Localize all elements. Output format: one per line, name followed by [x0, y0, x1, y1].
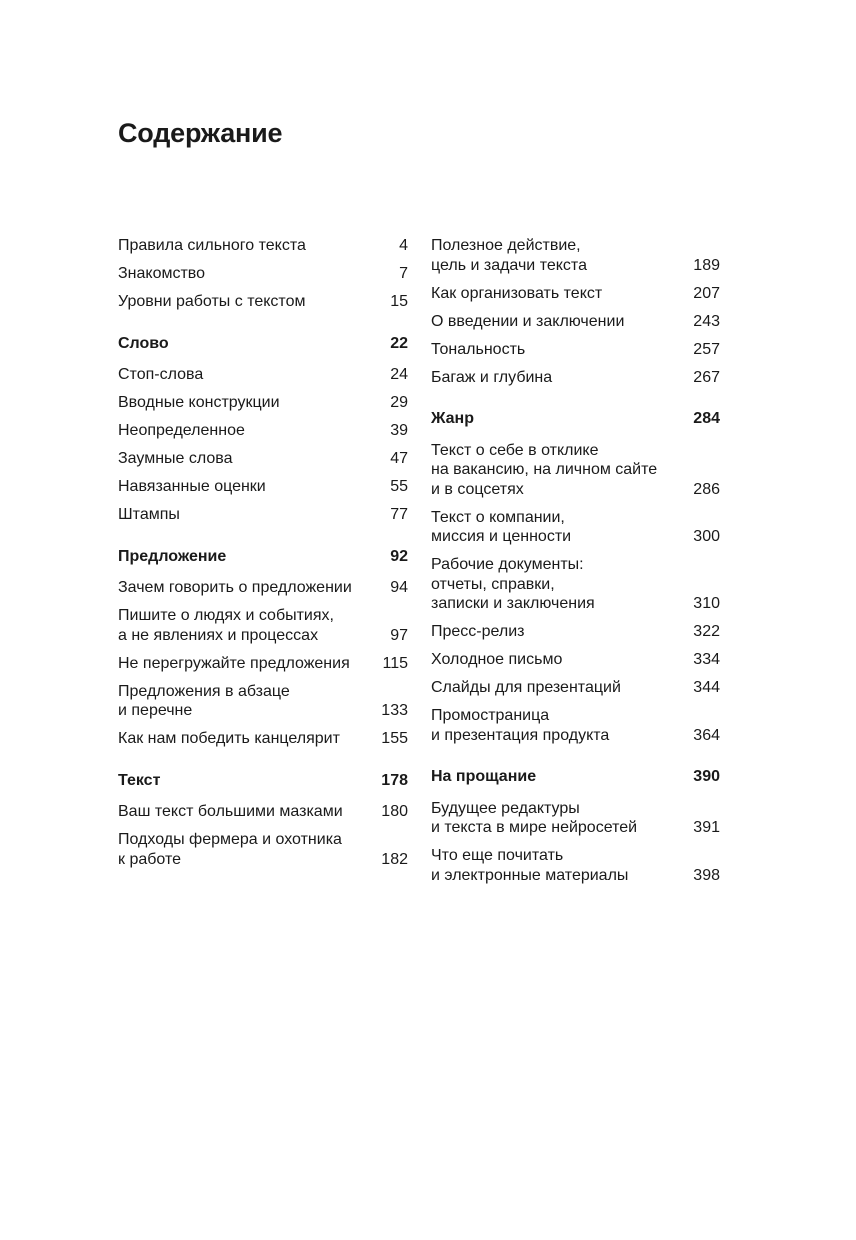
toc-page-number: 334	[693, 651, 720, 668]
toc-entry-title: Ваш текст большими мазками	[118, 803, 343, 820]
toc-page-number: 24	[390, 366, 408, 383]
toc-section[interactable]	[431, 409, 720, 429]
toc-entry-title: Уровни работы с текстом	[118, 293, 306, 310]
toc-entry-title: Стоп-слова	[118, 366, 204, 383]
toc-page-number: 398	[693, 866, 720, 884]
toc-entry[interactable]	[118, 682, 408, 721]
toc-entry-title: Зачем говорить о предложении	[118, 579, 352, 596]
toc-page-number: 391	[693, 819, 720, 836]
toc-entry[interactable]	[431, 508, 720, 547]
toc-page-number: 257	[693, 340, 720, 358]
toc-entry-title: Заумные слова	[118, 450, 233, 467]
toc-entry-title: Что еще почитать и электронные материалы	[431, 847, 629, 884]
toc-entry[interactable]	[431, 650, 720, 670]
toc-entry-title: Пресс-релиз	[431, 623, 525, 640]
toc-entry[interactable]	[431, 622, 720, 642]
toc-entry-title: Холодное письмо	[431, 651, 563, 668]
toc-entry[interactable]	[431, 678, 720, 698]
page-title: Содержание	[118, 118, 283, 148]
toc-page-number: 178	[381, 771, 408, 789]
toc-page-number: 300	[693, 528, 720, 545]
toc-entry[interactable]	[118, 449, 408, 469]
toc-entry[interactable]	[118, 505, 408, 525]
toc-page-number: 322	[693, 623, 720, 640]
toc-entry-title: Текст о компании, миссия и ценности	[431, 508, 572, 545]
toc-entry[interactable]	[118, 729, 408, 749]
toc-column-left	[118, 236, 408, 878]
toc-entry[interactable]	[431, 846, 720, 885]
toc-entry-title: Штампы	[118, 506, 180, 523]
toc-entry-title: Вводные конструкции	[118, 394, 280, 411]
toc-entry-title: Правила сильного текста	[118, 237, 306, 254]
toc-section[interactable]	[118, 547, 408, 567]
toc-entry[interactable]	[431, 799, 720, 838]
toc-entry[interactable]	[118, 264, 408, 284]
toc-section-title: На прощание	[431, 768, 537, 785]
toc-section-title: Слово	[118, 334, 169, 352]
toc-entry-title: Полезное действие, цель и задачи текста	[431, 237, 587, 274]
toc-entry[interactable]	[118, 578, 408, 598]
toc-entry[interactable]	[431, 236, 720, 275]
toc-page-number: 243	[693, 312, 720, 330]
toc-entry[interactable]	[431, 284, 720, 304]
toc-entry[interactable]	[118, 421, 408, 441]
toc-page-number: 94	[390, 579, 408, 596]
toc-entry[interactable]	[118, 654, 408, 674]
toc-page-number: 55	[390, 478, 408, 495]
toc-entry-title: Как организовать текст	[431, 284, 603, 302]
toc-page-number: 267	[693, 368, 720, 386]
toc-entry-title: Знакомство	[118, 265, 206, 282]
toc-entry-title: Не перегружайте предложения	[118, 654, 350, 672]
toc-page-number: 39	[390, 422, 408, 439]
toc-page-number: 155	[381, 730, 408, 747]
toc-entry[interactable]	[118, 393, 408, 413]
toc-section-title: Текст	[118, 771, 161, 789]
toc-page-number: 344	[693, 679, 720, 696]
toc-entry[interactable]	[431, 706, 720, 745]
toc-entry-title: Будущее редактуры и текста в мире нейросетей	[431, 799, 638, 836]
toc-entry[interactable]	[118, 365, 408, 385]
toc-page-number: 97	[390, 626, 408, 644]
toc-page-number: 115	[382, 654, 408, 672]
toc-entry[interactable]	[118, 477, 408, 497]
toc-entry-title: Текст о себе в отклике на вакансию, на личном сайте и в соцсетях	[431, 441, 658, 498]
toc-section[interactable]	[118, 771, 408, 791]
toc-entry-title: Тональность	[431, 340, 526, 358]
toc-entry-title: Навязанные оценки	[118, 478, 266, 495]
toc-page-number: 4	[399, 237, 408, 254]
toc-entry-title: Пишите о людях и событиях, а не явлениях и процессах	[118, 607, 334, 644]
toc-entry-title: Слайды для презентаций	[431, 679, 621, 696]
toc-entry[interactable]	[118, 830, 408, 869]
toc-section-title: Предложение	[118, 547, 227, 565]
toc-entry[interactable]	[431, 312, 720, 332]
toc-page-number: 133	[381, 702, 408, 719]
toc-entry[interactable]	[431, 368, 720, 388]
toc-entry-title: Неопределенное	[118, 422, 245, 439]
toc-entry[interactable]	[118, 802, 408, 822]
toc-entry-title: О введении и заключении	[431, 312, 625, 330]
toc-page-number: 189	[693, 256, 720, 274]
toc-entry-title: Рабочие документы: отчеты, справки, записки и заключения	[431, 556, 595, 612]
toc-section[interactable]	[431, 767, 720, 787]
toc-entry[interactable]	[431, 441, 720, 500]
toc-entry-title: Подходы фермера и охотника к работе	[118, 831, 342, 868]
toc-page-number: 284	[693, 410, 720, 427]
toc-page-number: 77	[390, 506, 408, 523]
toc-page-number: 364	[693, 726, 720, 744]
toc-page-number: 310	[693, 595, 720, 612]
toc-entry[interactable]	[118, 236, 408, 256]
toc-page-number: 92	[390, 547, 408, 565]
toc-entry-title: Багаж и глубина	[431, 368, 553, 386]
toc-page-number: 182	[381, 850, 408, 868]
toc-section[interactable]	[118, 334, 408, 354]
toc-page-number: 207	[693, 284, 720, 302]
toc-page-number: 7	[399, 265, 408, 282]
toc-page-number: 47	[390, 450, 408, 467]
toc-entry[interactable]	[431, 340, 720, 360]
toc-page-number: 390	[693, 768, 720, 785]
toc-entry-title: Предложения в абзаце и перечне	[118, 682, 290, 719]
toc-entry-title: Промостраница и презентация продукта	[431, 707, 610, 744]
toc-entry[interactable]	[118, 292, 408, 312]
toc-page-number: 29	[390, 394, 408, 411]
toc-page-number: 22	[390, 334, 408, 352]
toc-section-title: Жанр	[431, 410, 474, 427]
toc-entry[interactable]	[431, 555, 720, 614]
toc-column-right	[431, 236, 720, 894]
toc-page-number: 286	[693, 480, 720, 498]
toc-page-number: 180	[381, 803, 408, 820]
toc-page-number: 15	[390, 293, 408, 310]
toc-entry-title: Как нам победить канцелярит	[118, 730, 340, 747]
toc-entry[interactable]	[118, 606, 408, 645]
